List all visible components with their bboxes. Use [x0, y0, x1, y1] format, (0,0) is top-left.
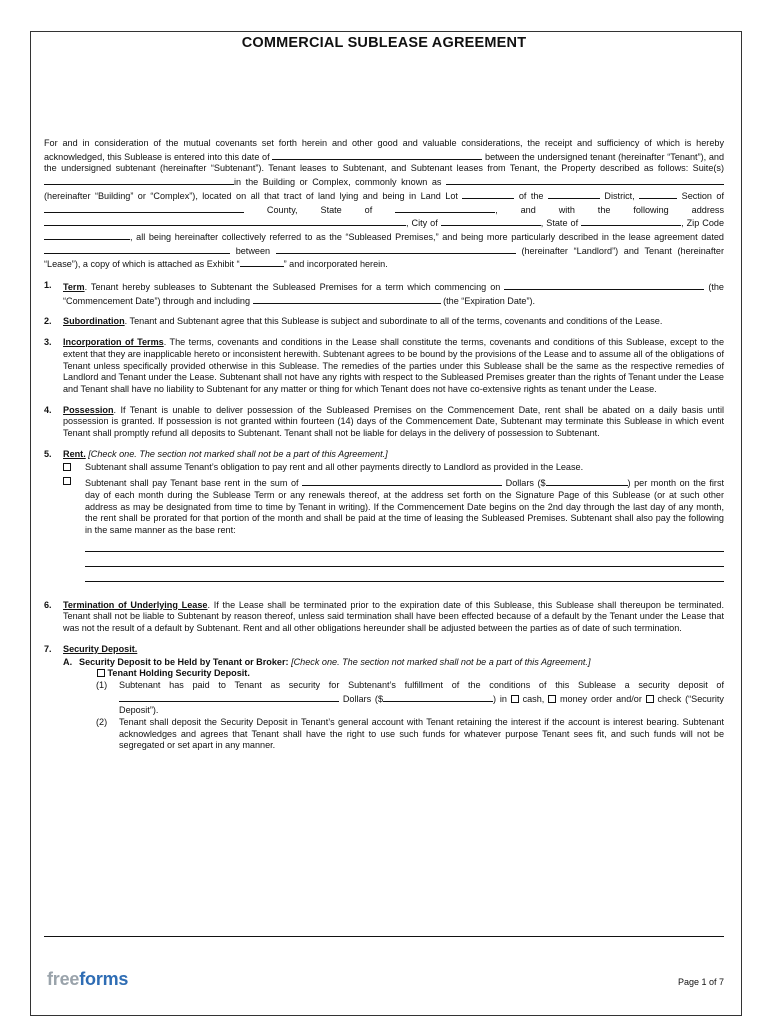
county-field[interactable]	[44, 203, 244, 213]
section-security-deposit: 7. Security Deposit. A. Security Deposit to be Held by Tenant or Broker: [Check one. The section not marked shall not be a part of this Agreement.] Tenant Holding Security Deposit. (1) Subtenant has paid to Tenant as security for Subtenant’s fulfillment of the conditions of this Sublease a security deposit of Dollars ($ ) in cash, money order and/or check (“Security Deposit”). (2) Tenant shall deposit the Security Deposit in Tenant’s general account with Tenant retaining the interest if the account is interest bearing. Subtenant acknowledges and agrees that Tenant shall have the right to use such funds for whatever purpose Tenant sees fit, and such funds will not be segregated or set apart in any manner.	[44, 643, 724, 751]
state2-field[interactable]	[581, 216, 681, 226]
expiration-date-field[interactable]	[253, 294, 441, 304]
zip-code-field[interactable]	[44, 230, 130, 240]
rent-extra-line-3[interactable]	[85, 567, 724, 582]
section-possession: 4. Possession. If Tenant is unable to deliver possession of the Subleased Premises on the Commencement Date, rent shall be abated on a daily basis until possession is granted. If possession is not granted within fourteen (14) days of the Commencement Date, Subtenant may terminate this Sublease in which event Tenant shall promptly refund all deposits to Subtenant. Tenant shall not be liable for delays in the delivery of possession to Subtenant.	[44, 404, 724, 439]
document-body	[44, 138, 724, 752]
section-term: 1. Term. Tenant hereby subleases to Subtenant the Subleased Premises for a term which commencing on (the “Commencement Date”) through and including (the “Expiration Date”).	[44, 280, 724, 306]
money-order-checkbox[interactable]	[548, 695, 556, 703]
intro-paragraph: For and in consideration of the mutual covenants set forth herein and other good and valuable considerations, the receipt and sufficiency of which is hereby acknowledged, this Sublease is entered into this date of between the undersigned tenant (hereinafter “Tenant”), and the undersigned subtenant (hereinafter “Subtenant”). Tenant leases to Subtenant, and Subtenant leases from Tenant, the Property described as follows: Suite(s) in the Building or Complex, commonly known as (hereinafter “Building” or “Complex”), located on all that tract of land lying and being in Land Lot of the District, Section of County, State of , and with the following address , City of , State of , Zip Code , all being hereinafter collectively referred to as the “Subleased Premises,” and being more particularly described in the lease agreement dated between (hereinafter “Landlord”) and Tenant (hereinafter “Lease”), a copy of which is attached as Exhibit “ ” and incorporated herein.	[44, 138, 725, 270]
cash-checkbox[interactable]	[511, 695, 519, 703]
district-field[interactable]	[548, 189, 600, 199]
section-termination: 6. Termination of Underlying Lease. If the Lease shall be terminated prior to the expiration date of this Sublease, this Sublease shall thereupon be terminated. Tenant shall not be liable to Subtenant by reason thereof, unless said termination shall have been effected because of a default by the Tenant under the Lease that was not the result of a default by Subtenant. Rent and all other obligations hereunder shall be adjusted between the parties as of date of such termination.	[44, 599, 724, 634]
deposit-amount-field[interactable]	[383, 692, 493, 702]
rent-assume-checkbox[interactable]	[63, 463, 71, 471]
landlord-field[interactable]	[276, 244, 516, 254]
freeforms-logo: freeforms	[47, 969, 129, 989]
rent-extra-line-2[interactable]	[85, 552, 724, 567]
rent-pay-checkbox[interactable]	[63, 477, 71, 485]
rent-option-assume: Subtenant shall assume Tenant’s obligation to pay rent and all other payments directly to Landlord as provided in the Lease.	[63, 462, 724, 474]
rent-option-pay: Subtenant shall pay Tenant base rent in the sum of Dollars ($ ) per month on the first day of each month during the Sublease Term or any renewals thereof, at the address set forth on the Signature Page of this Sublease (or at such other address as may be designated from time to time by Tenant in writing). If the Commencement Date begins on the 2nd day through the last day of any month, the rent shall be prorated for that portion of the month and shall be paid at the time of leasing the Subleased Premises. Subtenant shall also pay the following in the same manner as the base rent:	[63, 476, 724, 537]
footer-divider	[44, 936, 724, 937]
land-lot-field[interactable]	[462, 189, 514, 199]
rent-amount-words-field[interactable]	[302, 476, 502, 486]
state-field[interactable]	[395, 203, 495, 213]
exhibit-field[interactable]	[240, 257, 284, 267]
deposit-amount-words-field[interactable]	[119, 692, 339, 702]
security-deposit-subsection-a: A. Security Deposit to be Held by Tenant or Broker: [Check one. The section not marked shall not be a part of this Agreement.] Tenant Holding Security Deposit.	[63, 657, 724, 680]
commencement-date-field[interactable]	[504, 280, 704, 290]
section-subordination: 2. Subordination. Tenant and Subtenant agree that this Sublease is subject and subordinate to all of the terms, covenants and conditions of the Lease.	[44, 316, 663, 327]
page-number: Page 1 of 7	[677, 977, 724, 987]
tenant-holding-option: Tenant Holding Security Deposit.	[97, 668, 724, 680]
section-rent: 5. Rent. [Check one. The section not marked shall not be a part of this Agreement.] Subtenant shall assume Tenant’s obligation to pay rent and all other payments directly to Landlord as provided in the Lease. Subtenant shall pay Tenant base rent in the sum of Dollars ($ ) per month on the first day of each month during the Sublease Term or any renewals thereof, at the address set forth on the Signature Page of this Sublease (or at such other address as may be designated from time to time by Tenant in writing). If the Commencement Date begins on the 2nd day through the last day of any month, the rent shall be prorated for that portion of the month and shall be paid at the time of leasing the Subleased Premises. Subtenant shall also pay the following in the same manner as the base rent:	[44, 449, 724, 582]
document-title: COMMERCIAL SUBLEASE AGREEMENT	[241, 35, 527, 51]
security-deposit-item-1: (1) Subtenant has paid to Tenant as security for Subtenant’s fulfillment of the conditions of this Sublease a security deposit of Dollars ($ ) in cash, money order and/or check (“Security Deposit”).	[96, 679, 724, 716]
city-field[interactable]	[441, 216, 541, 226]
building-name-field[interactable]	[446, 175, 724, 185]
section-incorporation: 3. Incorporation of Terms. The terms, covenants and conditions in the Lease shall constitute the terms, covenants and conditions of this Sublease, except to the extent that they are inapplicable hereto or inconsistent herewith. Subtenant agrees to be bound by the provisions of the Lease and to assume all of the obligations of Tenant unless specifically provided otherwise in this Sublease. The remedies of the parties under this Sublease shall be the same as the respective remedies of Landlord and Tenant under the Lease. Subtenant shall not have any rights with respect to the Subleased Premises greater than the rights of Tenant under the Lease and Tenant shall have no liability to Subtenant for any matter or thing for which Tenant does not have co-extensive rights as tenant under the Lease.	[44, 337, 725, 394]
suite-field[interactable]	[44, 175, 234, 185]
rent-amount-field[interactable]	[546, 476, 628, 486]
section-field[interactable]	[639, 189, 677, 199]
address-field[interactable]	[44, 216, 406, 226]
check-checkbox[interactable]	[646, 695, 654, 703]
tenant-holding-checkbox[interactable]	[97, 669, 105, 677]
security-deposit-item-2: (2) Tenant shall deposit the Security Deposit in Tenant’s general account with Tenant retaining the interest if the account is interest bearing. Subtenant acknowledges and agrees that Tenant shall have the right to use such funds for whatever purpose Tenant sees fit, and such funds will not be segregated or set apart in any manner.	[96, 717, 724, 751]
lease-date-field[interactable]	[44, 244, 230, 254]
date-field[interactable]	[272, 150, 482, 160]
rent-extra-line-1[interactable]	[85, 537, 724, 552]
